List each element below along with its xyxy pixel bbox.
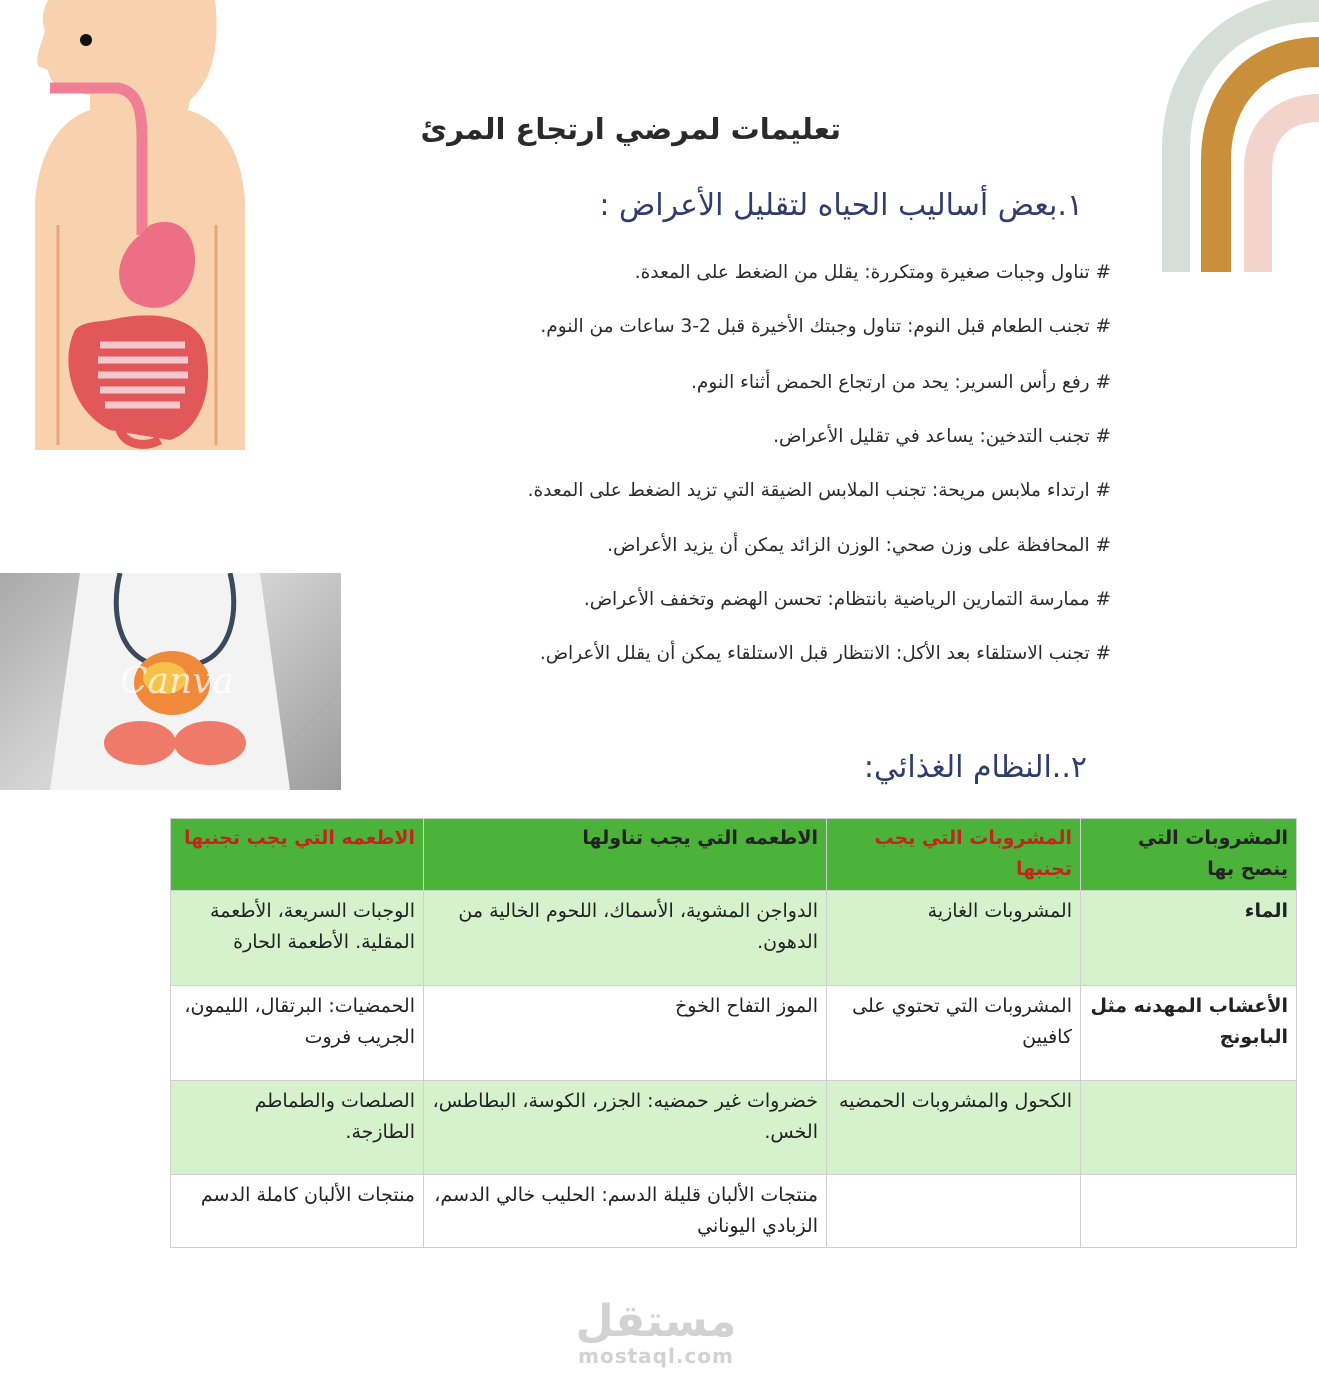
table-row [171,1175,1297,1248]
lifestyle-tip: # تجنب التدخين: يساعد في تقليل الأعراض. [773,426,1111,447]
table-row [171,986,1297,1081]
table-row [171,891,1297,986]
table-cell: منتجات الألبان قليلة الدسم: الحليب خالي الدسم، الزبادي اليوناني [424,1175,827,1248]
rainbow-decoration [1158,0,1319,275]
table-cell: الدواجن المشوية، الأسماك، اللحوم الخالية من الدهون. [424,891,827,986]
digestive-system-illustration [0,0,252,450]
table-header-row [171,819,1297,891]
watermark-latin: mostaql.com [578,1344,734,1368]
table-cell: الكحول والمشروبات الحمضيه [827,1081,1081,1175]
table-header: المشروبات التي ينصح بها [1081,819,1297,891]
table-cell: المشروبات الغازية [827,891,1081,986]
table-cell: الصلصات والطماطم الطازجة. [171,1081,424,1175]
table-cell: الموز التفاح الخوخ [424,986,827,1081]
table-cell: الأعشاب المهدنه مثل البابونج [1081,986,1297,1081]
watermark-arabic: مستقل [575,1296,737,1347]
lifestyle-section-heading: ١.بعض أساليب الحياه لتقليل الأعراض : [599,188,1083,223]
page-title: تعليمات لمرضي ارتجاع المرئ [420,112,841,146]
diet-section-heading: ٢..النظام الغذائي: [863,750,1087,785]
lifestyle-tip: # ارتداء ملابس مريحة: تجنب الملابس الضيقة التي تزيد الضغط على المعدة. [527,480,1111,501]
lifestyle-tip: # تجنب الاستلقاء بعد الأكل: الانتظار قبل الاستلقاء يمكن أن يقلل الأعراض. [539,643,1111,664]
canva-watermark: Canva [120,661,234,702]
table-cell: الوجبات السريعة، الأطعمة المقلية. الأطعمة الحارة [171,891,424,986]
lifestyle-tip: # ممارسة التمارين الرياضية بانتظام: تحسن الهضم وتخفف الأعراض. [583,589,1111,610]
lifestyle-tip: # تجنب الطعام قبل النوم: تناول وجبتك الأخيرة قبل 2-3 ساعات من النوم. [540,316,1111,337]
table-row [171,1081,1297,1175]
table-cell: خضروات غير حمضيه: الجزر، الكوسة، البطاطس، الخس. [424,1081,827,1175]
lifestyle-tip: # تناول وجبات صغيرة ومتكررة: يقلل من الضغط على المعدة. [634,262,1111,283]
table-cell [1081,1175,1297,1248]
table-cell [827,1175,1081,1248]
lifestyle-tip: # المحافظة على وزن صحي: الوزن الزائد يمكن أن يزيد الأعراض. [607,535,1111,556]
table-cell: المشروبات التي تحتوي على كافيين [827,986,1081,1081]
doctor-stomach-photo [0,573,341,790]
table-header: المشروبات التي يجب تجنبها [827,819,1081,891]
table-header: الاطعمه التي يجب تجنبها [171,819,424,891]
table-cell: الحمضيات: البرتقال، الليمون، الجريب فروت [171,986,424,1081]
table-header: الاطعمه التي يجب تناولها [424,819,827,891]
table-cell: الماء [1081,891,1297,986]
table-cell: منتجات الألبان كاملة الدسم [171,1175,424,1248]
diet-table [170,818,1297,1248]
lifestyle-tip: # رفع رأس السرير: يحد من ارتجاع الحمض أثناء النوم. [691,372,1111,393]
mostaql-watermark [566,1296,746,1368]
table-cell [1081,1081,1297,1175]
